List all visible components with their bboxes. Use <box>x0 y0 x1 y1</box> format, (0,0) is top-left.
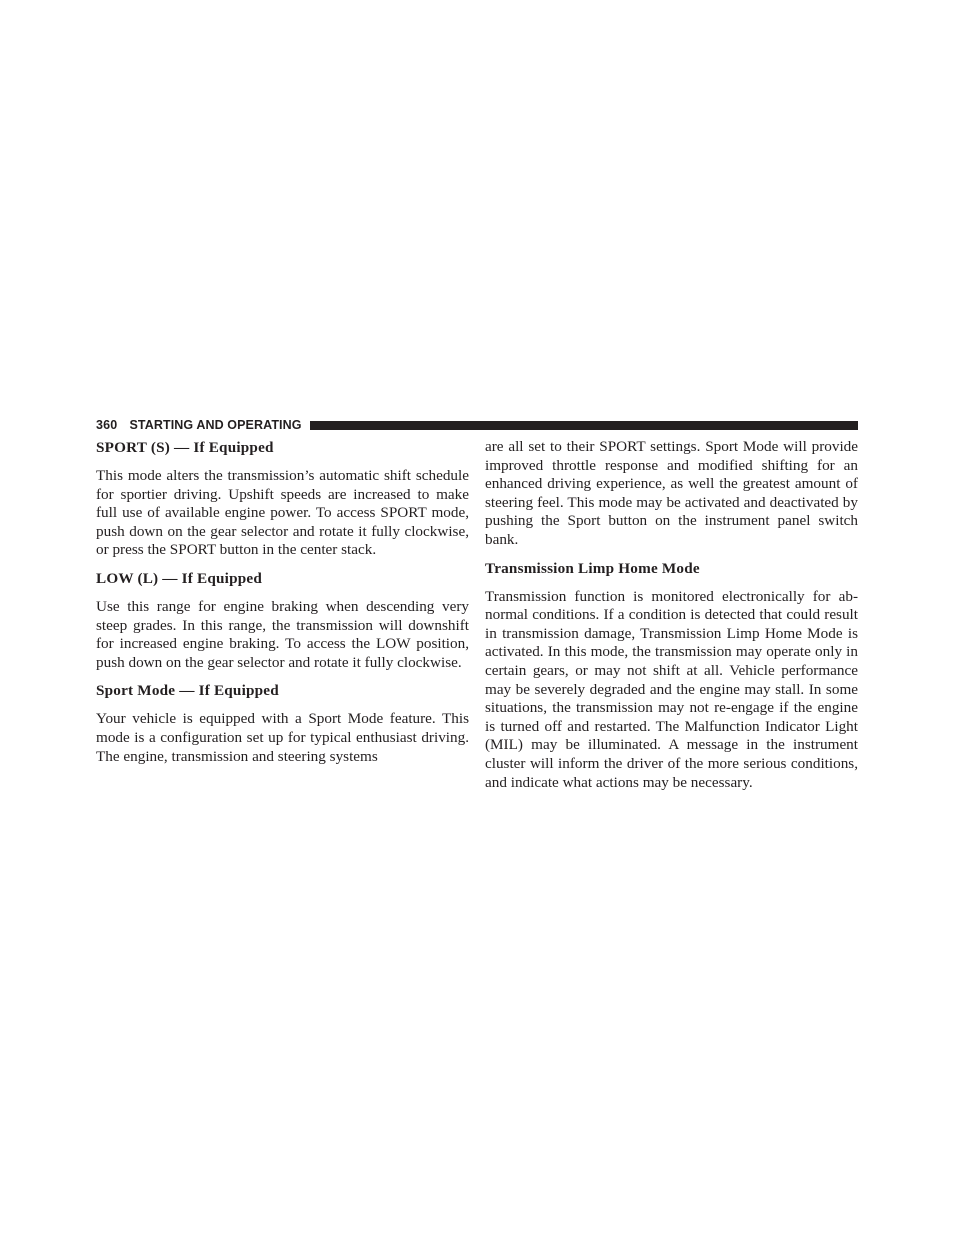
low-l-paragraph: Use this range for engine braking when descending very steep grades. In this range, the transmission will downshift for increased engine braking. To access the LOW position, push down on the gear selector and rotate it fully clockwise. <box>96 597 469 671</box>
section-title: STARTING AND OPERATING <box>129 417 302 432</box>
sport-mode-paragraph: Your vehicle is equipped with a Sport Mode feature. This mode is a configuration set up for typical enthusiast driving. The engine, transmission and steering systems <box>96 710 469 765</box>
page-header <box>96 416 858 433</box>
sport-mode-heading: Sport Mode — If Equipped <box>96 682 279 700</box>
page-number: 360 <box>96 417 118 432</box>
sport-s-heading: SPORT (S) — If Equipped <box>96 439 274 456</box>
header-rule <box>310 421 858 430</box>
limp-home-paragraph: Transmission function is monitored electronically for abnormal conditions. If a condition is detected that could result in transmission damage, Transmission Limp Home Mode is activated. In this mode, the transmission may operate only in certain gears, or may not shift at all. Vehicle performance may be severely degraded and the engine may stall. In some situations, the transmission may not re-engage if the engine is turned off and restarted. The Malfunction Indicator Light (MIL) may be illuminated. A message in the instrument cluster will inform the driver of the more serious conditions, and indicate what actions may be necessary. <box>485 587 858 791</box>
low-l-heading: LOW (L) — If Equipped <box>96 569 262 587</box>
left-column <box>96 438 469 775</box>
right-column <box>485 438 858 801</box>
sport-mode-paragraph-continued: are all set to their SPORT settings. Sport Mode will provide improved throttle response and modified shifting for an enhanced driving experience, as well the greatest amount of steering feel. This mode may be activated and deactivated by pushing the Sport button on the instrument panel switch bank. <box>485 438 858 548</box>
limp-home-heading: Transmission Limp Home Mode <box>485 559 700 577</box>
sport-s-paragraph: This mode alters the transmission’s automatic shift schedule for sportier driving. Upshift speeds are increased to make full use of available engine power. To access SPORT mode, push down on the gear selector and rotate it fully clockwise, or press the SPORT button in the center stack. <box>96 467 469 559</box>
